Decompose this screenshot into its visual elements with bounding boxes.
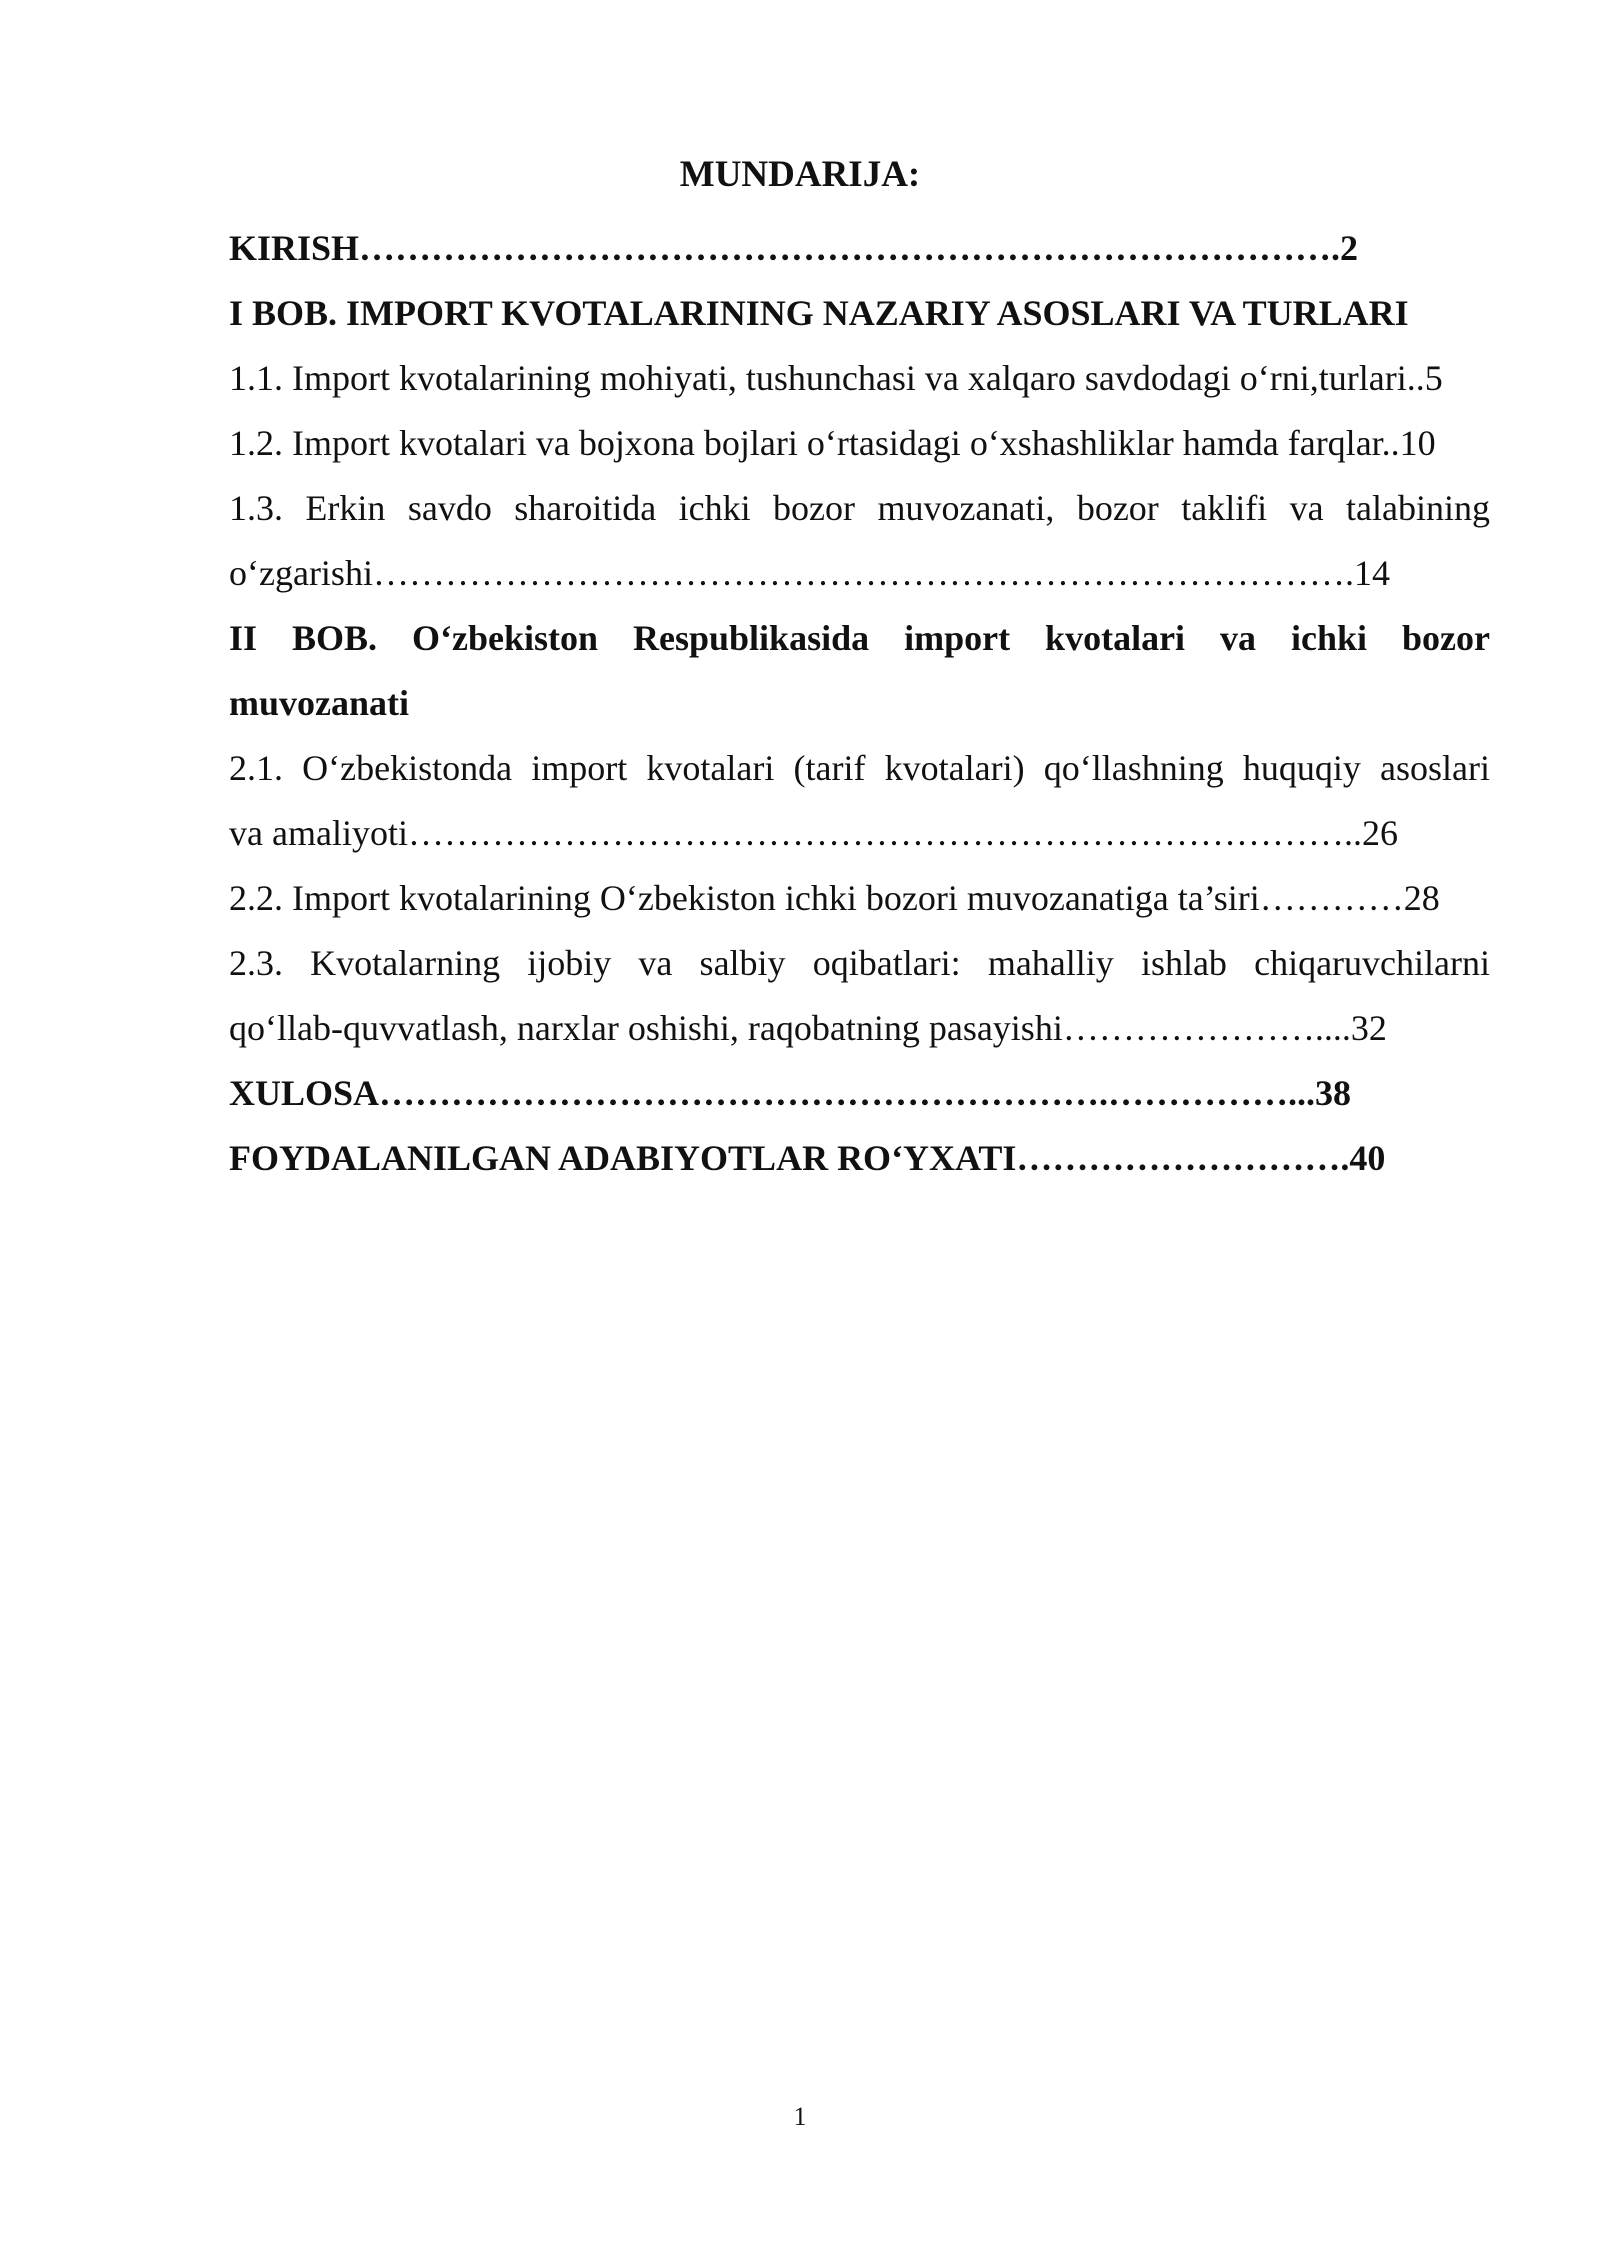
toc-section-1-2: 1.2. Import kvotalari va bojxona bojlari o‘rtasidagi o‘xshashliklar hamda farqlar..10 xyxy=(229,423,1436,463)
toc-entry-xulosa: XULOSA…………………………………………………….……………...38 xyxy=(229,1073,1352,1113)
toc-section-2-3: 2.3. Kvotalarning ijobiy va salbiy oqibatlari: mahalliy ishlab chiqaruvchilarni xyxy=(229,943,1490,983)
toc-section-1-3-cont: o‘zgarishi……………………………………………………………………….14 xyxy=(229,553,1390,593)
toc-chapter-2: II BOB. O‘zbekiston Respublikasida import kvotalari va ichki bozor xyxy=(229,618,1490,658)
table-of-contents xyxy=(229,216,1490,1191)
toc-entry-kirish: KIRISH……………………………………………………………………….2 xyxy=(229,228,1359,268)
toc-entry-adabiyotlar: FOYDALANILGAN ADABIYOTLAR RO‘YXATI……………………….40 xyxy=(229,1138,1386,1178)
toc-section-2-1-cont: va amaliyoti……………………………………………………………………..26 xyxy=(229,813,1398,853)
page-number: 1 xyxy=(793,2102,807,2131)
toc-section-2-3-cont: qo‘llab-quvvatlash, narxlar oshishi, raqobatning pasayishi…………………....32 xyxy=(229,1008,1387,1048)
toc-section-1-1: 1.1. Import kvotalarining mohiyati, tushunchasi va xalqaro savdodagi o‘rni,turlari..5 xyxy=(229,358,1443,398)
toc-title: MUNDARIJA: xyxy=(679,154,921,195)
toc-chapter-2-cont: muvozanati xyxy=(229,683,409,723)
toc-chapter-1: I BOB. IMPORT KVOTALARINING NAZARIY ASOSLARI VA TURLARI xyxy=(229,293,1409,333)
toc-section-2-2: 2.2. Import kvotalarining O‘zbekiston ichki bozori muvozanatiga ta’siri…………28 xyxy=(229,878,1440,918)
toc-section-1-3: 1.3. Erkin savdo sharoitida ichki bozor muvozanati, bozor taklifi va talabining xyxy=(229,488,1490,528)
toc-section-2-1: 2.1. O‘zbekistonda import kvotalari (tarif kvotalari) qo‘llashning huquqiy asoslari xyxy=(229,748,1490,788)
